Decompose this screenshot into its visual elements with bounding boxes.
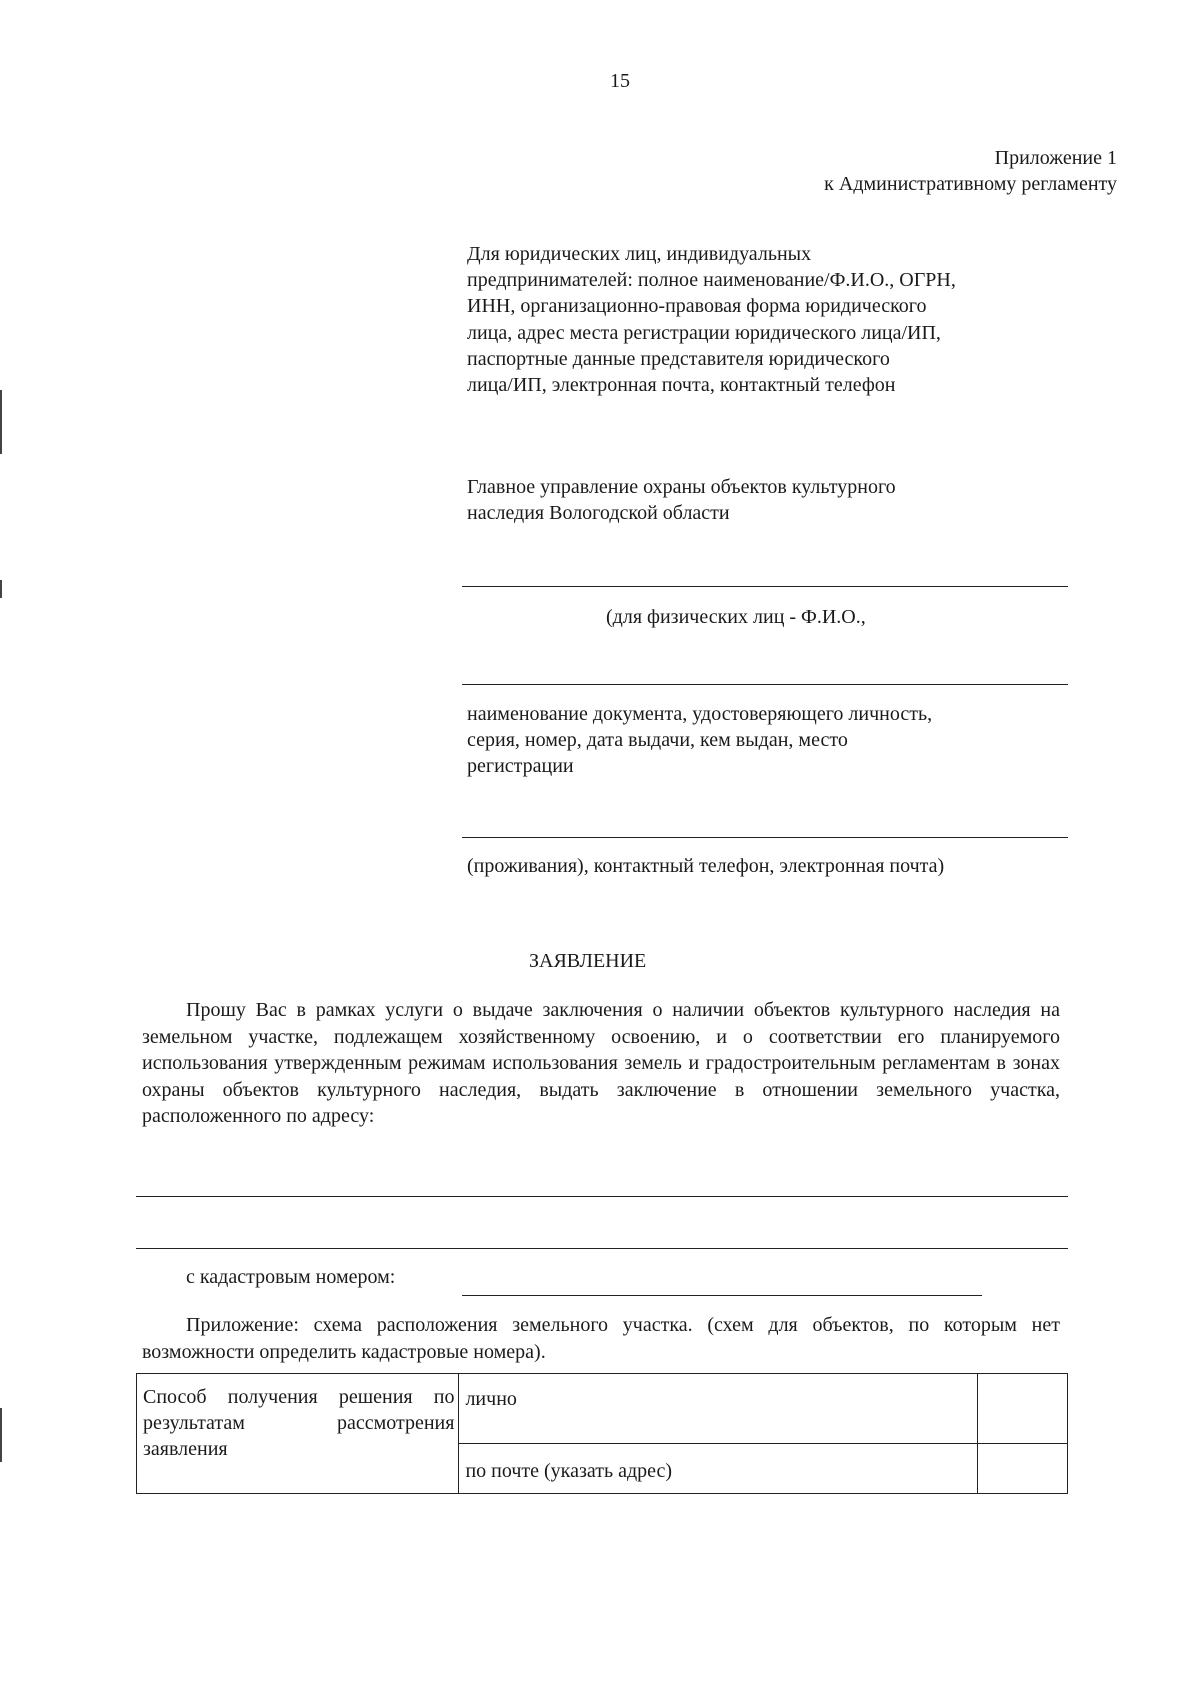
option-in-person: лично bbox=[459, 1374, 978, 1444]
authority-line: Главное управление охраны объектов культурного bbox=[467, 476, 896, 498]
appendix-heading bbox=[824, 145, 1117, 197]
applicant-fill-line[interactable] bbox=[462, 586, 1068, 587]
applicant-fill-line[interactable] bbox=[462, 684, 1068, 685]
decision-method-row bbox=[137, 1374, 1068, 1444]
individuals-caption: (для физических лиц - Ф.И.О., bbox=[606, 606, 866, 628]
cadastral-fill-line[interactable] bbox=[462, 1295, 982, 1296]
legal-entities-line: лица/ИП, электронная почта, контактный телефон bbox=[467, 374, 896, 397]
cadastral-label: с кадастровым номером: bbox=[186, 1266, 396, 1288]
scan-edge-mark bbox=[0, 580, 2, 598]
appendix-line-1: Приложение 1 bbox=[994, 147, 1117, 169]
legal-entities-line: паспортные данные представителя юридического bbox=[467, 347, 890, 370]
legal-entities-line: Для юридических лиц, индивидуальных bbox=[467, 243, 812, 265]
legal-entities-line: предпринимателей: полное наименование/Ф.И.О., ОГРН, bbox=[467, 269, 956, 292]
document-line: серия, номер, дата выдачи, кем выдан, место bbox=[467, 729, 848, 751]
request-paragraph: Прошу Вас в рамках услуги о выдаче заключения о наличии объектов культурного наследия на земельном участке, подлежащем хозяйственному освоению, и о соответствии его планируемого использования утвержденным режимам использования земель и градостроительным регламентам в зонах охраны объектов культурного наследия, выдать заключение в отношении земельного участка, расположенного по адресу: bbox=[142, 999, 1060, 1127]
residence-caption: (проживания), контактный телефон, электронная почта) bbox=[467, 855, 945, 877]
legal-entities-block bbox=[467, 241, 956, 398]
document-line: регистрации bbox=[467, 755, 574, 777]
authority-block bbox=[467, 474, 896, 526]
authority-line: наследия Вологодской области bbox=[467, 502, 730, 524]
appendix-line-2: к Административному регламенту bbox=[824, 173, 1117, 195]
decision-method-label: Способ получения решения по результатам рассмотрения заявления bbox=[137, 1374, 459, 1494]
document-block bbox=[467, 701, 932, 779]
page-title: ЗАЯВЛЕНИЕ bbox=[529, 950, 647, 972]
address-fill-line[interactable] bbox=[136, 1248, 1068, 1249]
attachment-paragraph: Приложение: схема расположения земельного участка. (схем для объектов, по которым нет возможности определить кадастровые номера). bbox=[142, 1314, 1060, 1363]
applicant-fill-line[interactable] bbox=[462, 837, 1068, 838]
option-by-mail-checkbox[interactable] bbox=[978, 1444, 1068, 1494]
option-in-person-checkbox[interactable] bbox=[978, 1374, 1068, 1444]
document-line: наименование документа, удостоверяющего личность, bbox=[467, 703, 933, 725]
legal-entities-line: лица, адрес места регистрации юридического лица/ИП, bbox=[467, 321, 941, 344]
scan-edge-mark bbox=[0, 1408, 2, 1462]
page-number: 15 bbox=[610, 70, 630, 92]
decision-method-table bbox=[136, 1373, 1068, 1494]
address-fill-line[interactable] bbox=[136, 1196, 1068, 1197]
option-by-mail: по почте (указать адрес) bbox=[459, 1444, 978, 1494]
legal-entities-line: ИНН, организационно-правовая форма юридического bbox=[467, 295, 927, 318]
scan-edge-mark bbox=[0, 390, 2, 454]
